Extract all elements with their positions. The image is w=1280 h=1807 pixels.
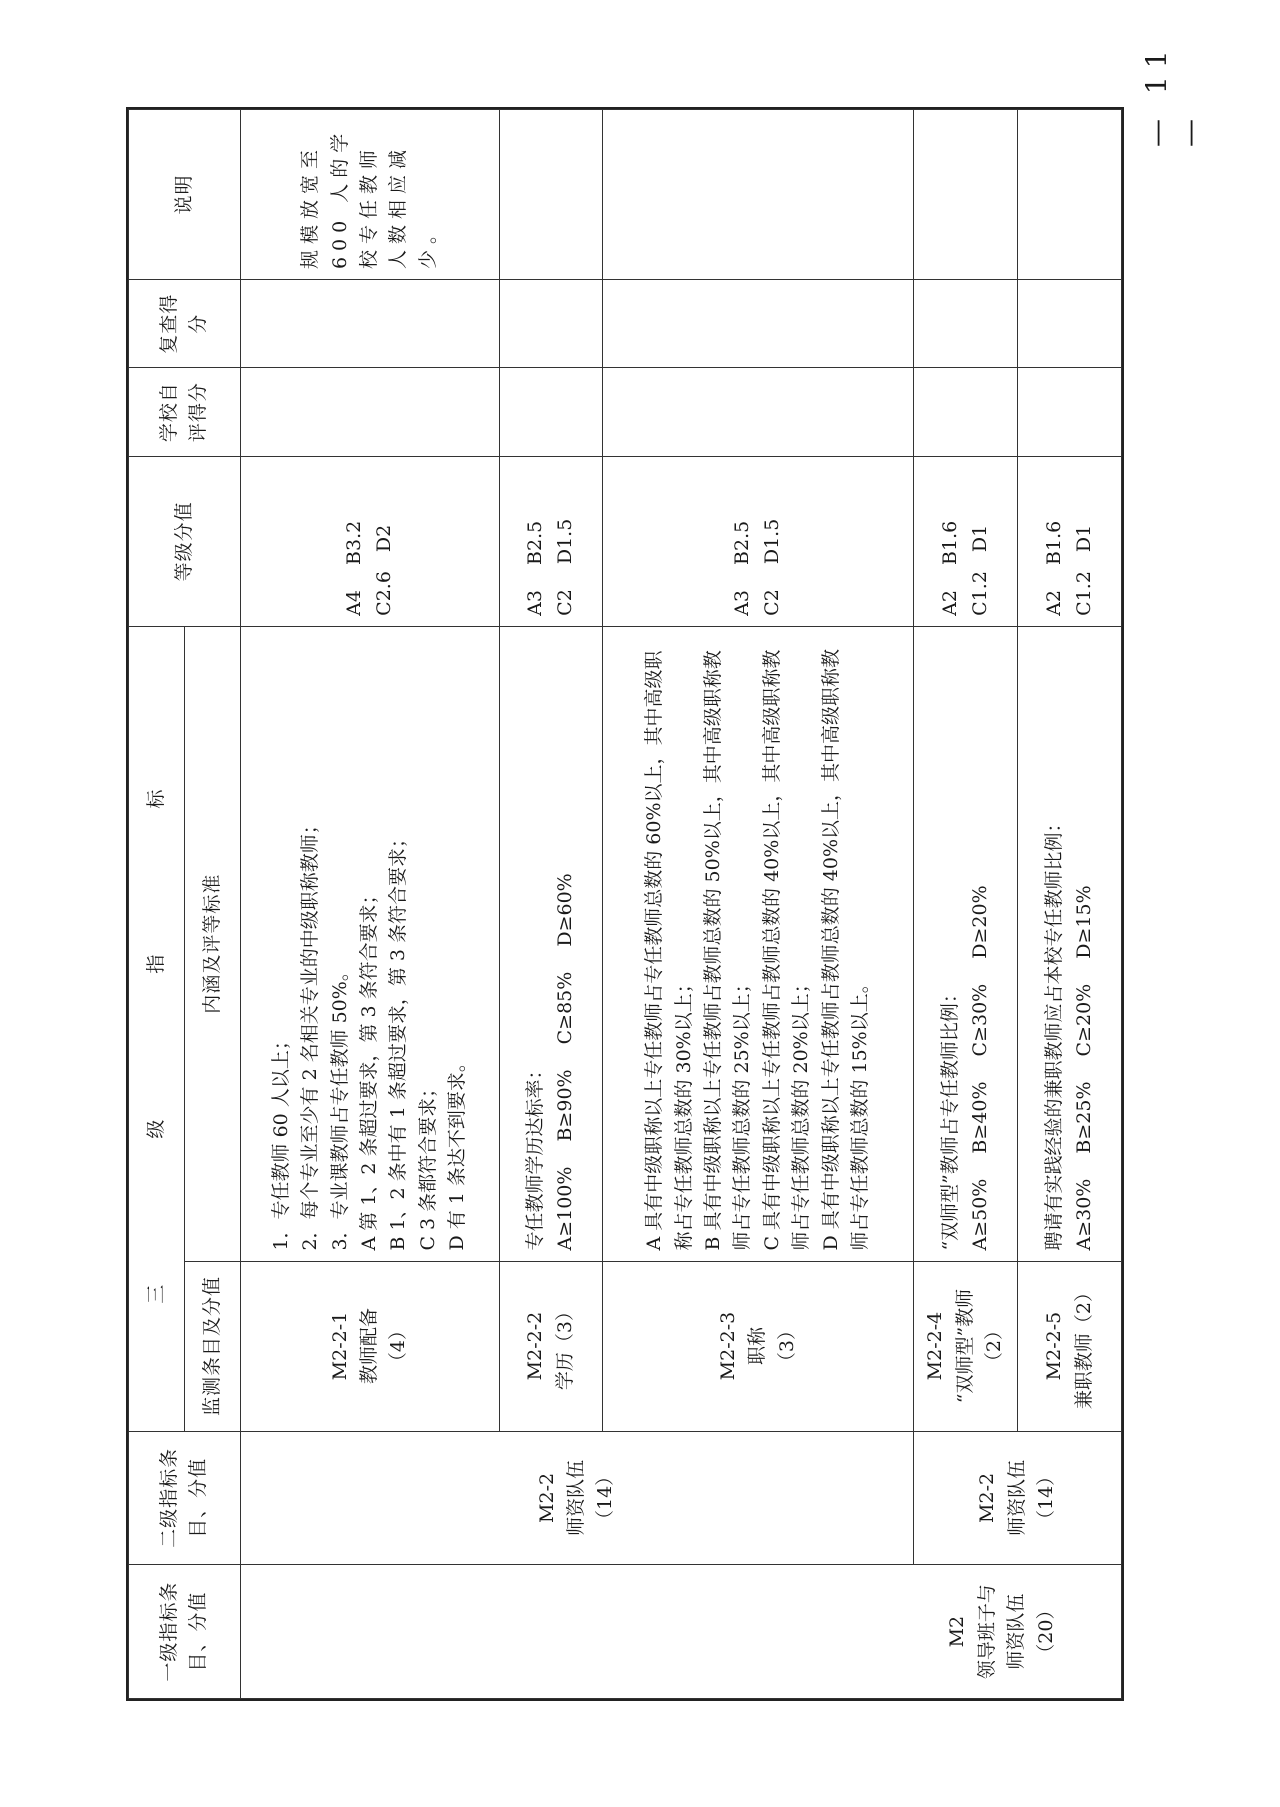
- level2-cell-b: M2-2 师资队伍 （14）: [913, 1431, 1121, 1565]
- level1-cell: M2 领导班子与师资队伍 （20）: [240, 1565, 1121, 1699]
- level2-cell-a: M2-2 师资队伍 （14）: [240, 1431, 913, 1565]
- criteria-text: “双师型”教师占专任教师比例： A≥50% B≥40% C≥30% D≥20%: [913, 626, 1018, 1261]
- remarks-text: [499, 110, 603, 280]
- review-score-cell: [499, 280, 603, 368]
- review-score-cell: [913, 280, 1018, 368]
- remarks-text: [913, 110, 1018, 280]
- self-eval-cell: [603, 368, 914, 456]
- grade-points: A3 B2.5 C2 D1.5: [499, 456, 603, 626]
- header-level2: 二级指标条目、分值: [129, 1431, 241, 1565]
- monitor-item: M2-2-4 “双师型”教师（2）: [913, 1261, 1018, 1431]
- review-score-cell: [240, 280, 499, 368]
- self-eval-cell: [1018, 368, 1122, 456]
- grade-points: A4 B3.2 C2.6 D2: [240, 456, 499, 626]
- remarks-text: 规模放宽至 600 人的学校专任教师人数相应减少。: [240, 110, 499, 280]
- monitor-item: M2-2-3 职称 （3）: [603, 1261, 914, 1431]
- remarks-text: [1018, 110, 1122, 280]
- criteria-text: 1．专任教师 60 人以上； 2．每个专业至少有 2 名相关专业的中级职称教师； 3．专业课教师占专任教师 50%。 A 第 1、2 条超过要求，第 3 条符合要求； B 1、2 条中有 1 条超过要求，第 3 条符合要求； C 3 条都符合要求； D 有 1 条达不到要求。: [240, 626, 499, 1261]
- header-level3: [129, 626, 185, 1431]
- self-eval-cell: [499, 368, 603, 456]
- grade-points: A2 B1.6 C1.2 D1: [913, 456, 1018, 626]
- header-self-eval: 学校自评得分: [129, 368, 241, 456]
- review-score-cell: [603, 280, 914, 368]
- header-grade-points: 等级分值: [129, 456, 241, 626]
- grade-points: A3 B2.5 C2 D1.5: [603, 456, 914, 626]
- review-score-cell: [1018, 280, 1122, 368]
- page-number: — 11 —: [1140, 42, 1206, 147]
- monitor-item: M2-2-5 兼职教师（2）: [1018, 1261, 1122, 1431]
- monitor-item: M2-2-2 学历（3）: [499, 1261, 603, 1431]
- evaluation-table-frame: [126, 107, 1124, 1701]
- grade-points: A2 B1.6 C1.2 D1: [1018, 456, 1122, 626]
- table-row: [913, 110, 1018, 1699]
- header-level3-text: 三 级 指 标: [144, 753, 167, 1304]
- header-criteria: 内涵及评等标准: [184, 626, 240, 1261]
- header-level1: 一级指标条目、分值: [129, 1565, 241, 1699]
- header-monitor-item: 监测条目及分值: [184, 1261, 240, 1431]
- criteria-text: 聘请有实践经验的兼职教师应占本校专任教师比例： A≥30% B≥25% C≥20% D≥15%: [1018, 626, 1122, 1261]
- remarks-text: [603, 110, 914, 280]
- evaluation-table: [128, 109, 1122, 1699]
- monitor-item: M2-2-1 教师配备 （4）: [240, 1261, 499, 1431]
- header-review-score: 复查得分: [129, 280, 241, 368]
- criteria-text: 专任教师学历达标率： A≥100% B≥90% C≥85% D≥60%: [499, 626, 603, 1261]
- self-eval-cell: [240, 368, 499, 456]
- self-eval-cell: [913, 368, 1018, 456]
- header-remarks: 说明: [129, 110, 241, 280]
- table-row: [240, 110, 499, 1699]
- criteria-text: A 具有中级职称以上专任教师占专任教师总数的 60%以上，其中高级职称占专任教师总数的 30%以上； B 具有中级职称以上专任教师占教师总数的 50%以上，其中高级职称教师占专任教师总数的 25%以上； C 具有中级职称以上专任教师占教师总数的 40%以上，其中高级职称教师占专任教师总数的 20%以上； D 具有中级职称以上专任教师占教师总数的 40%以上，其中高级职称教师占专任教师总数的 15%以上。: [603, 626, 914, 1261]
